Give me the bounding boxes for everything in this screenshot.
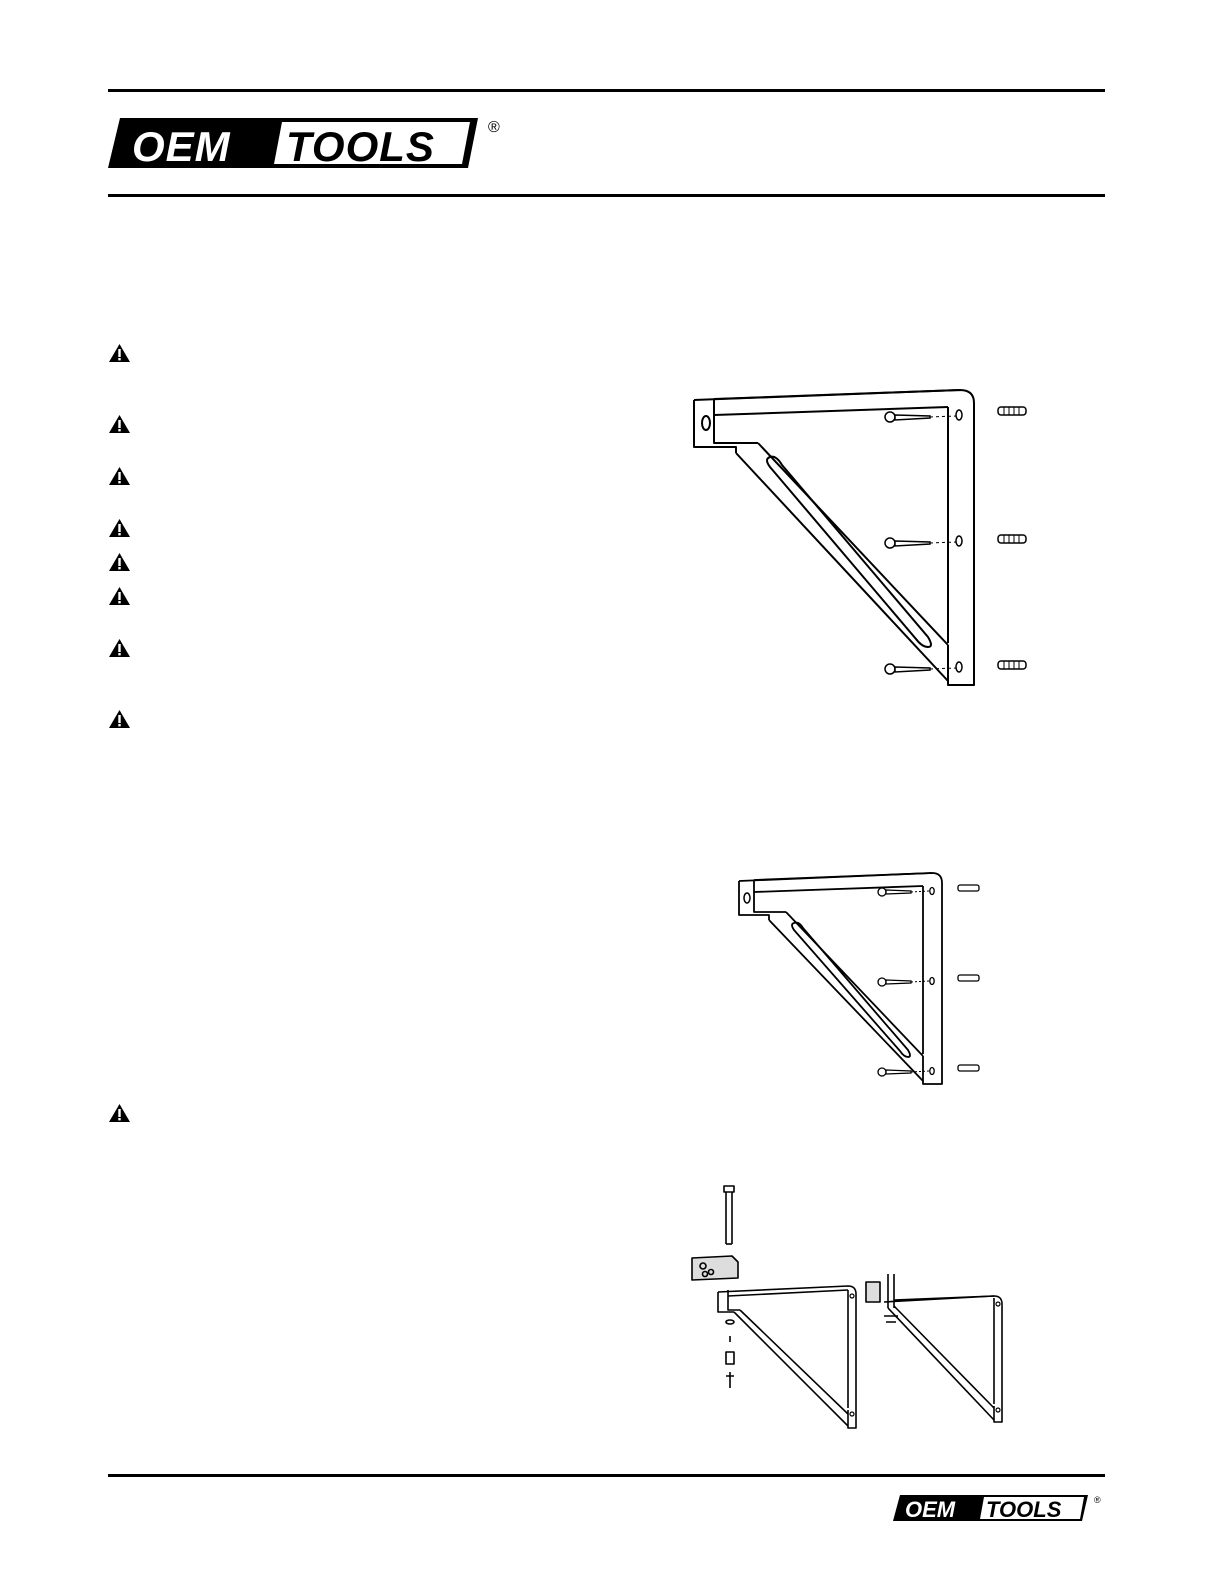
- bracket-figure-small: [736, 870, 986, 1090]
- warning-icon: [108, 414, 131, 434]
- warning-icon: [108, 518, 131, 538]
- footer-logo-oem-text: OEM: [905, 1497, 956, 1522]
- header-top-rule: [108, 89, 1105, 92]
- header-bottom-rule: [108, 194, 1105, 197]
- footer-rule: [108, 1474, 1105, 1477]
- header-logo: [106, 116, 506, 172]
- warning-icon: [108, 343, 131, 363]
- header-logo-registered-mark: ®: [488, 119, 500, 136]
- warning-icon: [108, 552, 131, 572]
- warning-icon: [108, 1103, 131, 1123]
- footer-logo-tools-text: TOOLS: [986, 1497, 1062, 1522]
- header-logo-oem-text: OEM: [132, 123, 231, 170]
- warning-icon: [108, 638, 131, 658]
- warning-icon: [108, 466, 131, 486]
- warning-icon: [108, 709, 131, 729]
- footer-logo: [892, 1494, 1106, 1524]
- footer-logo-registered-mark: ®: [1094, 1495, 1101, 1505]
- bracket-pair-figure: [688, 1182, 1033, 1434]
- header-logo-tools-text: TOOLS: [286, 123, 435, 170]
- warning-icon: [108, 586, 131, 606]
- bracket-figure-large: [690, 385, 1040, 695]
